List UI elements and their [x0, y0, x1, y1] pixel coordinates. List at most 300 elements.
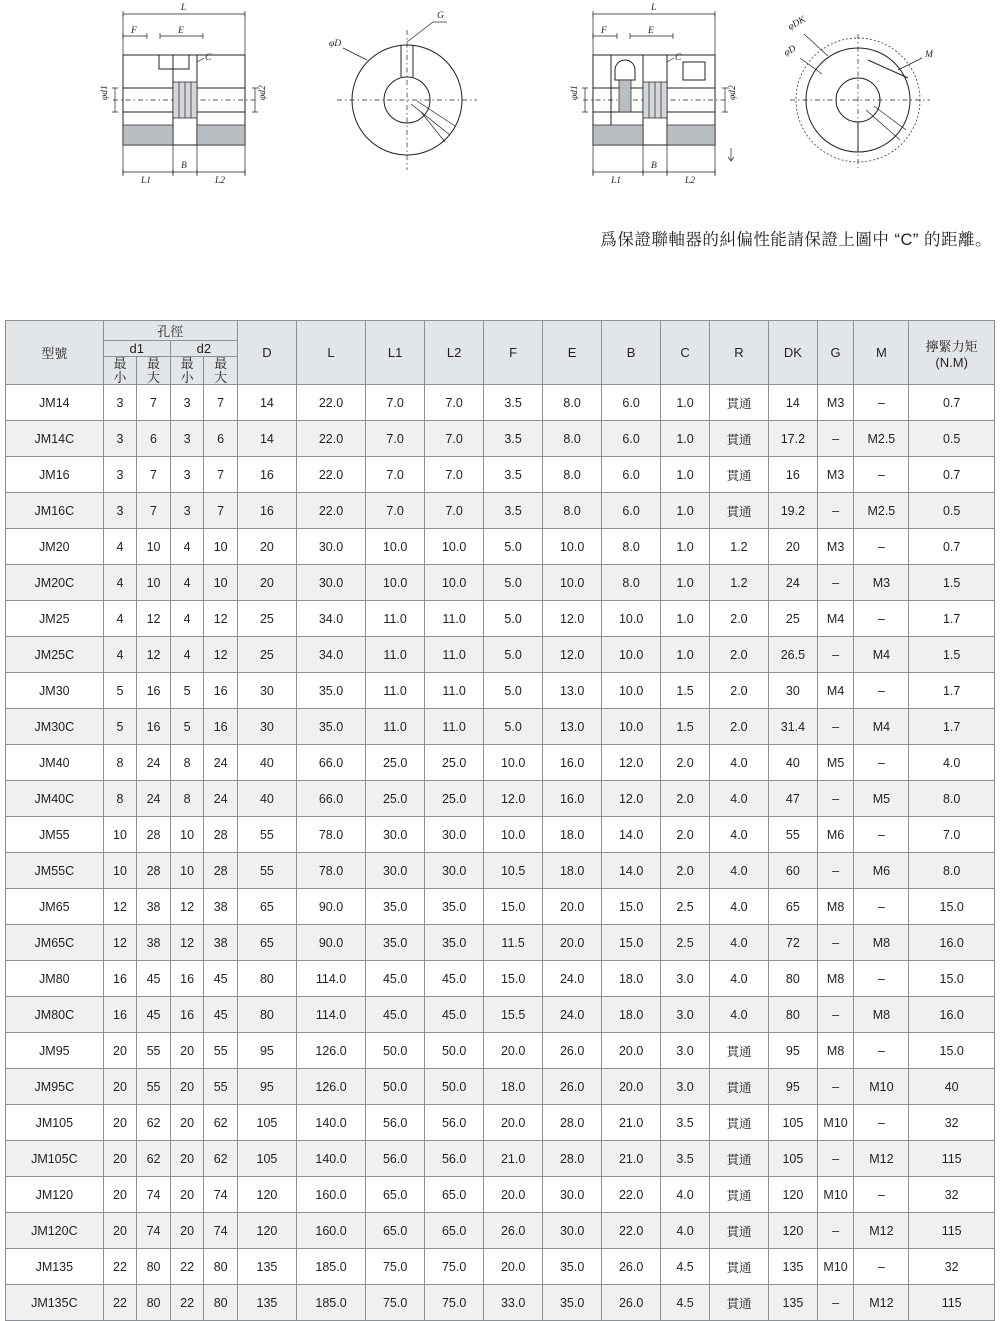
cell-d2min: 4 — [170, 637, 204, 673]
cell-F: 5.0 — [484, 637, 543, 673]
cell-d1max: 55 — [137, 1033, 171, 1069]
cell-T: 15.0 — [909, 889, 995, 925]
cell-T: 1.7 — [909, 709, 995, 745]
cell-G: M8 — [817, 1033, 854, 1069]
cell-G: – — [817, 853, 854, 889]
cell-d2max: 24 — [204, 781, 238, 817]
cell-M: M12 — [854, 1141, 909, 1177]
cell-M: M12 — [854, 1213, 909, 1249]
cell-L: 114.0 — [296, 961, 365, 997]
cell-d1min: 20 — [103, 1141, 137, 1177]
cell-R: 4.0 — [709, 745, 768, 781]
cell-L: 140.0 — [296, 1105, 365, 1141]
svg-text:E: E — [648, 26, 654, 36]
cell-F: 5.0 — [484, 601, 543, 637]
cell-L1: 35.0 — [366, 925, 425, 961]
cell-L2: 56.0 — [425, 1105, 484, 1141]
cell-R: 4.0 — [709, 889, 768, 925]
table-row — [6, 889, 995, 925]
cell-L1: 11.0 — [366, 673, 425, 709]
cell-model: JM14C — [6, 421, 104, 457]
table-row — [6, 1285, 995, 1321]
cell-T: 32 — [909, 1105, 995, 1141]
cell-L1: 10.0 — [366, 529, 425, 565]
cell-M: M12 — [854, 1285, 909, 1321]
cell-L2: 7.0 — [425, 493, 484, 529]
cell-d1max: 62 — [137, 1105, 171, 1141]
cell-d1min: 4 — [103, 529, 137, 565]
cell-d1max: 45 — [137, 961, 171, 997]
cell-E: 12.0 — [543, 637, 602, 673]
header-bore-group: 孔徑 — [103, 321, 237, 341]
cell-model: JM95 — [6, 1033, 104, 1069]
cell-T: 0.5 — [909, 421, 995, 457]
coupling-side-section-drawing-right — [555, 0, 770, 200]
cell-F: 3.5 — [484, 493, 543, 529]
cell-L: 66.0 — [296, 745, 365, 781]
cell-R: 4.0 — [709, 853, 768, 889]
header-B: B — [602, 321, 661, 385]
cell-R: 貫通 — [709, 421, 768, 457]
cell-G: M5 — [817, 745, 854, 781]
cell-DK: 24 — [768, 565, 817, 601]
header-d2: d2 — [170, 341, 237, 357]
cell-L2: 25.0 — [425, 745, 484, 781]
cell-E: 8.0 — [543, 493, 602, 529]
cell-DK: 60 — [768, 853, 817, 889]
cell-D: 80 — [237, 961, 296, 997]
cell-B: 6.0 — [602, 385, 661, 421]
cell-d2max: 80 — [204, 1285, 238, 1321]
cell-model: JM105C — [6, 1141, 104, 1177]
cell-d1min: 10 — [103, 853, 137, 889]
table-row — [6, 781, 995, 817]
cell-R: 貫通 — [709, 1033, 768, 1069]
cell-E: 20.0 — [543, 925, 602, 961]
cell-B: 12.0 — [602, 781, 661, 817]
cell-d2max: 55 — [204, 1069, 238, 1105]
cell-B: 22.0 — [602, 1177, 661, 1213]
cell-R: 貫通 — [709, 1069, 768, 1105]
cell-DK: 55 — [768, 817, 817, 853]
cell-d1max: 55 — [137, 1069, 171, 1105]
table-row — [6, 709, 995, 745]
cell-L: 114.0 — [296, 997, 365, 1033]
cell-d1min: 22 — [103, 1249, 137, 1285]
header-d1-max: 最 大 — [137, 357, 171, 385]
cell-L2: 56.0 — [425, 1141, 484, 1177]
header-model: 型號 — [6, 321, 104, 385]
cell-d2min: 12 — [170, 889, 204, 925]
cell-R: 4.0 — [709, 997, 768, 1033]
cell-C: 1.0 — [661, 529, 710, 565]
cell-d1min: 5 — [103, 709, 137, 745]
cell-G: M10 — [817, 1249, 854, 1285]
cell-d2max: 10 — [204, 529, 238, 565]
cell-model: JM105 — [6, 1105, 104, 1141]
cell-B: 14.0 — [602, 853, 661, 889]
cell-d1min: 20 — [103, 1033, 137, 1069]
cell-F: 10.0 — [484, 817, 543, 853]
cell-M: – — [854, 817, 909, 853]
cell-d1max: 28 — [137, 853, 171, 889]
spec-table-wrapper — [5, 320, 995, 1321]
cell-R: 2.0 — [709, 709, 768, 745]
svg-text:φd2: φd2 — [728, 85, 738, 100]
cell-model: JM80C — [6, 997, 104, 1033]
cell-E: 20.0 — [543, 889, 602, 925]
cell-G: M8 — [817, 889, 854, 925]
cell-C: 1.0 — [661, 493, 710, 529]
table-row — [6, 529, 995, 565]
cell-DK: 120 — [768, 1177, 817, 1213]
cell-d1max: 28 — [137, 817, 171, 853]
cell-d1min: 3 — [103, 457, 137, 493]
cell-F: 10.5 — [484, 853, 543, 889]
coupling-end-view-drawing-left — [325, 0, 500, 190]
cell-d2max: 80 — [204, 1249, 238, 1285]
cell-L: 35.0 — [296, 673, 365, 709]
cell-F: 5.0 — [484, 565, 543, 601]
cell-E: 18.0 — [543, 817, 602, 853]
svg-text:L: L — [181, 3, 187, 13]
cell-E: 13.0 — [543, 709, 602, 745]
cell-model: JM40C — [6, 781, 104, 817]
cell-d2min: 4 — [170, 601, 204, 637]
cell-C: 1.0 — [661, 565, 710, 601]
cell-d1max: 7 — [137, 457, 171, 493]
cell-B: 20.0 — [602, 1069, 661, 1105]
cell-d1min: 8 — [103, 745, 137, 781]
cell-DK: 95 — [768, 1069, 817, 1105]
cell-L: 22.0 — [296, 457, 365, 493]
cell-T: 1.5 — [909, 565, 995, 601]
cell-d2min: 10 — [170, 853, 204, 889]
cell-d2max: 38 — [204, 925, 238, 961]
table-body — [6, 385, 995, 1321]
cell-F: 11.5 — [484, 925, 543, 961]
cell-E: 13.0 — [543, 673, 602, 709]
cell-DK: 95 — [768, 1033, 817, 1069]
cell-T: 0.7 — [909, 457, 995, 493]
cell-G: – — [817, 1141, 854, 1177]
header-L: L — [296, 321, 365, 385]
cell-model: JM16 — [6, 457, 104, 493]
cell-L1: 11.0 — [366, 709, 425, 745]
cell-d2max: 16 — [204, 709, 238, 745]
cell-B: 26.0 — [602, 1249, 661, 1285]
cell-L1: 25.0 — [366, 781, 425, 817]
cell-d2min: 8 — [170, 745, 204, 781]
cell-G: – — [817, 1069, 854, 1105]
cell-D: 30 — [237, 709, 296, 745]
cell-B: 12.0 — [602, 745, 661, 781]
cell-d2min: 3 — [170, 421, 204, 457]
cell-C: 2.0 — [661, 781, 710, 817]
cell-B: 6.0 — [602, 493, 661, 529]
cell-B: 14.0 — [602, 817, 661, 853]
cell-B: 8.0 — [602, 529, 661, 565]
cell-M: – — [854, 1249, 909, 1285]
cell-C: 1.0 — [661, 457, 710, 493]
cell-E: 8.0 — [543, 385, 602, 421]
cell-T: 7.0 — [909, 817, 995, 853]
cell-C: 3.0 — [661, 1069, 710, 1105]
cell-M: – — [854, 673, 909, 709]
cell-L1: 7.0 — [366, 385, 425, 421]
cell-T: 115 — [909, 1213, 995, 1249]
svg-text:φd1: φd1 — [570, 85, 580, 100]
cell-L: 34.0 — [296, 637, 365, 673]
cell-E: 10.0 — [543, 529, 602, 565]
cell-F: 5.0 — [484, 709, 543, 745]
cell-d2min: 4 — [170, 565, 204, 601]
cell-d1min: 3 — [103, 493, 137, 529]
cell-D: 20 — [237, 565, 296, 601]
cell-L: 185.0 — [296, 1249, 365, 1285]
cell-D: 120 — [237, 1177, 296, 1213]
svg-text:B: B — [651, 161, 657, 171]
table-row — [6, 601, 995, 637]
cell-B: 20.0 — [602, 1033, 661, 1069]
cell-E: 16.0 — [543, 781, 602, 817]
cell-R: 4.0 — [709, 817, 768, 853]
cell-d1min: 10 — [103, 817, 137, 853]
cell-C: 1.0 — [661, 601, 710, 637]
cell-model: JM14 — [6, 385, 104, 421]
cell-R: 貫通 — [709, 1213, 768, 1249]
cell-L1: 10.0 — [366, 565, 425, 601]
cell-L1: 7.0 — [366, 493, 425, 529]
cell-G: – — [817, 1213, 854, 1249]
header-row-1 — [6, 321, 995, 341]
cell-D: 14 — [237, 385, 296, 421]
cell-d2max: 7 — [204, 457, 238, 493]
cell-M: M4 — [854, 709, 909, 745]
cell-D: 40 — [237, 781, 296, 817]
cell-C: 1.0 — [661, 421, 710, 457]
cell-d2min: 20 — [170, 1033, 204, 1069]
cell-C: 4.0 — [661, 1177, 710, 1213]
cell-d1min: 22 — [103, 1285, 137, 1321]
cell-d1min: 12 — [103, 889, 137, 925]
header-torque-label: 擰緊力矩 — [925, 338, 978, 354]
cell-C: 2.0 — [661, 853, 710, 889]
cell-E: 30.0 — [543, 1177, 602, 1213]
cell-E: 24.0 — [543, 961, 602, 997]
cell-d1min: 5 — [103, 673, 137, 709]
cell-L2: 65.0 — [425, 1213, 484, 1249]
cell-model: JM65C — [6, 925, 104, 961]
cell-d2max: 12 — [204, 637, 238, 673]
cell-M: M8 — [854, 925, 909, 961]
cell-M: M2.5 — [854, 493, 909, 529]
cell-d1max: 24 — [137, 781, 171, 817]
cell-F: 15.5 — [484, 997, 543, 1033]
cell-L: 30.0 — [296, 565, 365, 601]
cell-d2min: 5 — [170, 673, 204, 709]
cell-DK: 17.2 — [768, 421, 817, 457]
cell-B: 10.0 — [602, 673, 661, 709]
cell-d1max: 38 — [137, 925, 171, 961]
cell-C: 2.5 — [661, 925, 710, 961]
cell-M: M4 — [854, 637, 909, 673]
cell-L2: 35.0 — [425, 889, 484, 925]
cell-D: 14 — [237, 421, 296, 457]
cell-d2max: 45 — [204, 961, 238, 997]
cell-C: 3.5 — [661, 1141, 710, 1177]
cell-M: – — [854, 745, 909, 781]
cell-F: 12.0 — [484, 781, 543, 817]
cell-D: 135 — [237, 1249, 296, 1285]
cell-L1: 50.0 — [366, 1033, 425, 1069]
cell-DK: 105 — [768, 1105, 817, 1141]
cell-T: 8.0 — [909, 853, 995, 889]
header-d1: d1 — [103, 341, 170, 357]
cell-model: JM40 — [6, 745, 104, 781]
cell-d1min: 3 — [103, 385, 137, 421]
table-row — [6, 457, 995, 493]
cell-L1: 30.0 — [366, 817, 425, 853]
cell-B: 22.0 — [602, 1213, 661, 1249]
cell-d1min: 20 — [103, 1213, 137, 1249]
cell-G: M6 — [817, 817, 854, 853]
cell-L2: 11.0 — [425, 709, 484, 745]
cell-F: 20.0 — [484, 1249, 543, 1285]
cell-d1max: 12 — [137, 601, 171, 637]
cell-d2min: 8 — [170, 781, 204, 817]
cell-DK: 19.2 — [768, 493, 817, 529]
cell-d1max: 16 — [137, 673, 171, 709]
cell-R: 貫通 — [709, 457, 768, 493]
cell-d1max: 74 — [137, 1213, 171, 1249]
cell-d2min: 12 — [170, 925, 204, 961]
cell-model: JM20 — [6, 529, 104, 565]
cell-DK: 80 — [768, 961, 817, 997]
cell-L2: 35.0 — [425, 925, 484, 961]
cell-d2max: 12 — [204, 601, 238, 637]
header-F: F — [484, 321, 543, 385]
cell-M: M5 — [854, 781, 909, 817]
cell-G: M3 — [817, 457, 854, 493]
cell-L1: 7.0 — [366, 457, 425, 493]
cell-E: 8.0 — [543, 421, 602, 457]
cell-L1: 65.0 — [366, 1213, 425, 1249]
cell-D: 40 — [237, 745, 296, 781]
cell-d1max: 74 — [137, 1177, 171, 1213]
svg-text:L1: L1 — [141, 176, 152, 186]
svg-text:E: E — [178, 26, 184, 36]
cell-d1min: 3 — [103, 421, 137, 457]
drawings-area — [0, 0, 1000, 249]
cell-L1: 75.0 — [366, 1285, 425, 1321]
cell-DK: 120 — [768, 1213, 817, 1249]
header-L1: L1 — [366, 321, 425, 385]
cell-d2min: 20 — [170, 1213, 204, 1249]
cell-d1min: 20 — [103, 1105, 137, 1141]
cell-T: 40 — [909, 1069, 995, 1105]
header-L2: L2 — [425, 321, 484, 385]
header-C: C — [661, 321, 710, 385]
cell-M: – — [854, 1033, 909, 1069]
cell-G: – — [817, 925, 854, 961]
cell-M: – — [854, 1177, 909, 1213]
svg-text:φd2: φd2 — [258, 85, 268, 100]
cell-T: 15.0 — [909, 961, 995, 997]
cell-d1min: 20 — [103, 1177, 137, 1213]
cell-d2min: 3 — [170, 493, 204, 529]
cell-C: 3.0 — [661, 1033, 710, 1069]
table-row — [6, 1177, 995, 1213]
cell-G: – — [817, 421, 854, 457]
cell-L2: 7.0 — [425, 385, 484, 421]
cell-L2: 75.0 — [425, 1249, 484, 1285]
cell-D: 55 — [237, 817, 296, 853]
cell-model: JM65 — [6, 889, 104, 925]
cell-L: 35.0 — [296, 709, 365, 745]
cell-d2max: 62 — [204, 1105, 238, 1141]
cell-C: 1.5 — [661, 709, 710, 745]
cell-model: JM55C — [6, 853, 104, 889]
cell-d1max: 10 — [137, 565, 171, 601]
table-row — [6, 1033, 995, 1069]
cell-T: 32 — [909, 1249, 995, 1285]
cell-C: 4.5 — [661, 1249, 710, 1285]
table-row — [6, 1069, 995, 1105]
cell-T: 0.7 — [909, 385, 995, 421]
cell-M: – — [854, 529, 909, 565]
cell-model: JM16C — [6, 493, 104, 529]
cell-R: 2.0 — [709, 601, 768, 637]
cell-d2min: 20 — [170, 1105, 204, 1141]
cell-T: 4.0 — [909, 745, 995, 781]
table-row — [6, 853, 995, 889]
cell-B: 10.0 — [602, 709, 661, 745]
cell-E: 28.0 — [543, 1141, 602, 1177]
cell-L2: 75.0 — [425, 1285, 484, 1321]
header-DK: DK — [768, 321, 817, 385]
cell-L2: 7.0 — [425, 457, 484, 493]
cell-T: 1.7 — [909, 601, 995, 637]
cell-L1: 7.0 — [366, 421, 425, 457]
cell-d1max: 16 — [137, 709, 171, 745]
drawing-note: 爲保證聯軸器的糾偏性能請保證上圖中 “C” 的距離。 — [600, 231, 992, 249]
svg-text:B: B — [181, 161, 187, 171]
cell-E: 28.0 — [543, 1105, 602, 1141]
cell-D: 135 — [237, 1285, 296, 1321]
cell-L: 34.0 — [296, 601, 365, 637]
cell-L2: 45.0 — [425, 997, 484, 1033]
cell-D: 16 — [237, 493, 296, 529]
cell-G: M4 — [817, 601, 854, 637]
cell-L: 78.0 — [296, 853, 365, 889]
cell-D: 16 — [237, 457, 296, 493]
cell-C: 1.5 — [661, 673, 710, 709]
cell-G: – — [817, 1285, 854, 1321]
cell-D: 105 — [237, 1141, 296, 1177]
table-row — [6, 565, 995, 601]
cell-F: 3.5 — [484, 385, 543, 421]
cell-model: JM95C — [6, 1069, 104, 1105]
cell-G: – — [817, 997, 854, 1033]
cell-L2: 65.0 — [425, 1177, 484, 1213]
cell-C: 4.5 — [661, 1285, 710, 1321]
table-row — [6, 745, 995, 781]
cell-DK: 47 — [768, 781, 817, 817]
cell-d2max: 45 — [204, 997, 238, 1033]
cell-d1max: 24 — [137, 745, 171, 781]
cell-B: 6.0 — [602, 457, 661, 493]
